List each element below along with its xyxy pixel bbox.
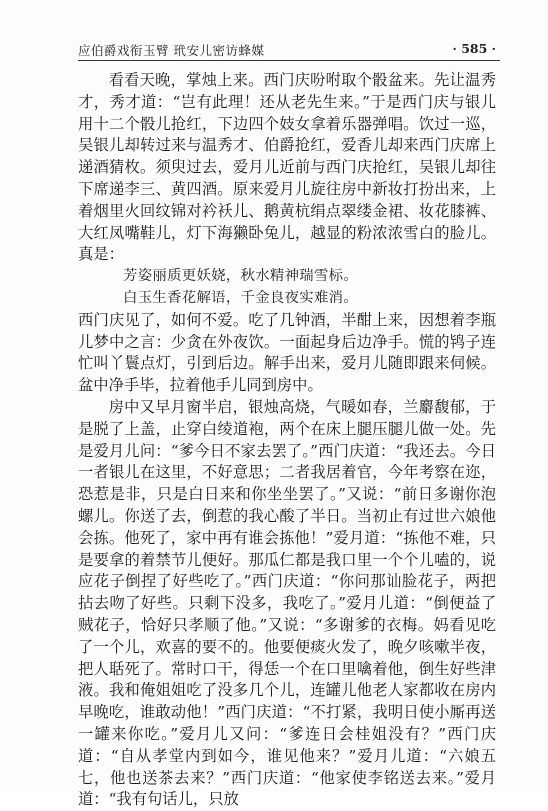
- verse-line: 白玉生香花解语，千金良夜实难消。: [123, 289, 359, 306]
- header-rule: [78, 60, 500, 61]
- page-body: [78, 70, 496, 811]
- paragraph: 西门庆见了，如何不爱。吃了几钟酒，半酣上来，因想着李瓶儿梦中之言：少贪在外夜饮。一面起身后边净手。慌的鸨子连忙叫丫鬟点灯，引到后边。解手出来，爱月儿随即跟来伺候。盆中净手毕，拉着他手儿同到房中。: [78, 310, 496, 395]
- paragraph: 看看天晚，掌烛上来。西门庆吩咐取个骰盆来。先让温秀才，秀才道：“岂有此理！还从老先生来。”于是西门庆与银儿用十二个骰儿抢红，下边四个妓女拿着乐器弹唱。饮过一巡，吴银儿却转过来与温秀才、伯爵抢红，爱香儿却来西门庆席上递酒猜枚。须臾过去，爱月儿近前与西门庆抢红，吴银儿却往下席递李三、黄四酒。原来爱月儿旋往房中新妆打扮出来，上着烟里火回纹锦对衿袄儿、鹅黄杭绢点翠缕金裙、妆花膝裤、大红凤嘴鞋儿，灯下海獭卧兔儿，越显的粉浓浓雪白的脸儿。真是：: [78, 71, 496, 264]
- page-number: · 585 ·: [452, 41, 496, 56]
- chapter-title: 应伯爵戏衔玉臂 玳安儿密访蜂媒: [78, 43, 265, 58]
- paragraph: 房中又早月窗半启，银烛高烧，气暖如春，兰麝馥郁，于是脱了上盖，止穿白绫道袍，两个在床上腿压腿儿做一处。先是爱月儿问：“爹今日不家去罢了。”西门庆道：“我还去。今日一者银儿在这里，不好意思；二者我居着官，今年考察在迩，恐惹是非，只是白日来和你坐坐罢了。”又说：“前日多谢你泡螺儿。你送了去，倒惹的我心酸了半日。当初止有过世六娘他会拣。他死了，家中再有谁会拣他！”爱月道：“拣他不难，只是要拿的着禁节儿便好。那瓜仁都是我口里一个个儿嗑的，说应花子倒捏了好些吃了。”西门庆道：“你问那讪脸花子，两把拈去吻了好些。只剩下没多，我吃了。”爱月儿道：“倒便益了贼花子，恰好只孝顺了他。”又说：“多谢爹的衣梅。妈看见吃了一个儿，欢喜的要不的。他要便痰火发了，晚夕咳嗽半夜，把人聒死了。常时口干，得恁一个在口里噙着他，倒生好些津液。我和俺姐姐吃了没多几个儿，连罐儿他老人家都收在房内早晚吃，谁敢动他！”西门庆道：“不打紧，我明日使小厮再送一罐来你吃。”爱月儿又问：“爹连日会桂姐没有？”西门庆道：“自从孝堂内到如今，谁见他来？”爱月儿道：“六娘五七，他也送茶去来？”西门庆道：“他家使李铭送去来。”爱月道：“我有句话儿，只放: [78, 397, 496, 809]
- verse-line: 芳姿丽质更妖娆，秋水精神瑞雪标。: [123, 268, 359, 285]
- running-header: [78, 41, 496, 59]
